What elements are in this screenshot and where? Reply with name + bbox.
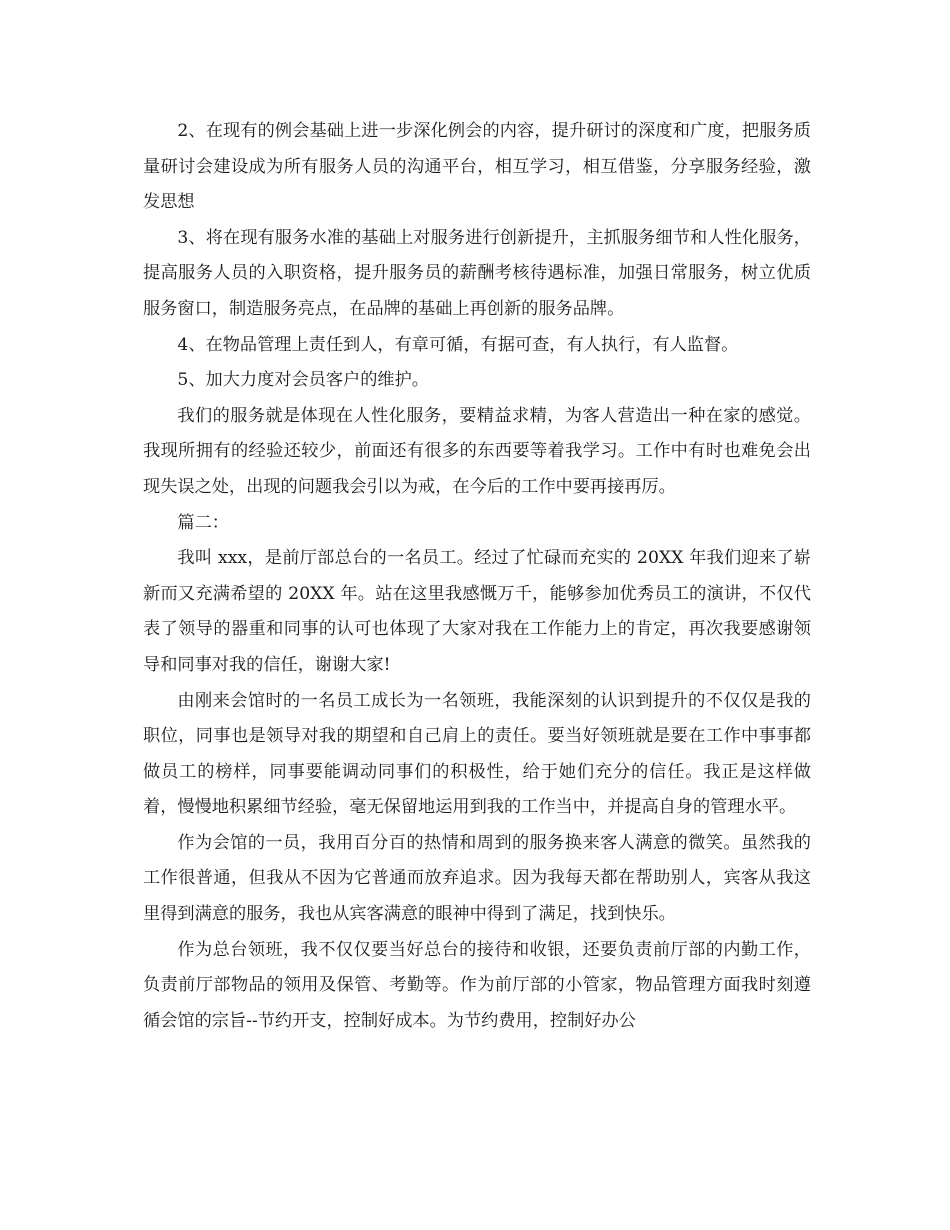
paragraph-service-attitude: 作为会馆的一员，我用百分百的热情和周到的服务换来客人满意的微笑。虽然我的工作很普通，但我从不因为它普通而放弃追求。因为我每天都在帮助别人，宾客从我这里得到满意的服务，我也从宾客满意的眼神中得到了满足，找到快乐。 — [143, 832, 811, 925]
paragraph-duties: 作为总台领班，我不仅仅要当好总台的接待和收银，还要负责前厅部的内勤工作，负责前厅部物品的领用及保管、考勤等。作为前厅部的小管家，物品管理方面我时刻遵循会馆的宗旨--节约开支，控制好成本。为节约费用，控制好办公 — [143, 939, 811, 1031]
paragraph-introduction: 我叫 xxx，是前厅部总台的一名员工。经过了忙碌而充实的 20XX 年我们迎来了崭新而又充满希望的 20XX 年。站在这里我感慨万千，能够参加优秀员工的演讲，不仅代表了领导的器重和同事的认可也体现了大家对我在工作能力上的肯定，再次我要感谢领导和同事对我的信任，谢谢大家! — [143, 548, 811, 675]
paragraph-promotion: 由刚来会馆时的一名员工成长为一名领班，我能深刻的认识到提升的不仅仅是我的职位，同事也是领导对我的期望和自己肩上的责任。要当好领班就是要在工作中事事都做员工的榜样，同事要能调动同事们的积极性，给于她们充分的信任。我正是这样做着，慢慢地积累细节经验，毫无保留地运用到我的工作当中，并提高自身的管理水平。 — [143, 690, 811, 818]
section-heading: 篇二： — [177, 512, 229, 533]
paragraph-service-summary: 我们的服务就是体现在人性化服务，要精益求精，为客人营造出一种在家的感觉。我现所拥有的经验还较少，前面还有很多的东西要等着我学习。工作中有时也难免会出现失误之处，出现的问题我会引以为戒，在今后的工作中要再接再厉。 — [143, 405, 811, 497]
paragraph-item-3: 3、将在现有服务水准的基础上对服务进行创新提升，主抓服务细节和人性化服务，提高服务人员的入职资格，提升服务员的薪酬考核待遇标准，加强日常服务，树立优质服务窗口，制造服务亮点，在品牌的基础上再创新的服务品牌。 — [143, 227, 811, 319]
paragraph-item-5: 5、加大力度对会员客户的维护。 — [177, 370, 429, 391]
document-body — [143, 114, 811, 1039]
paragraph-item-4: 4、在物品管理上责任到人，有章可循，有据可查，有人执行，有人监督。 — [177, 334, 739, 355]
paragraph-item-2: 2、在现有的例会基础上进一步深化例会的内容，提升研讨的深度和广度，把服务质量研讨会建设成为所有服务人员的沟通平台，相互学习，相互借鉴，分享服务经验，激发思想 — [143, 121, 811, 213]
